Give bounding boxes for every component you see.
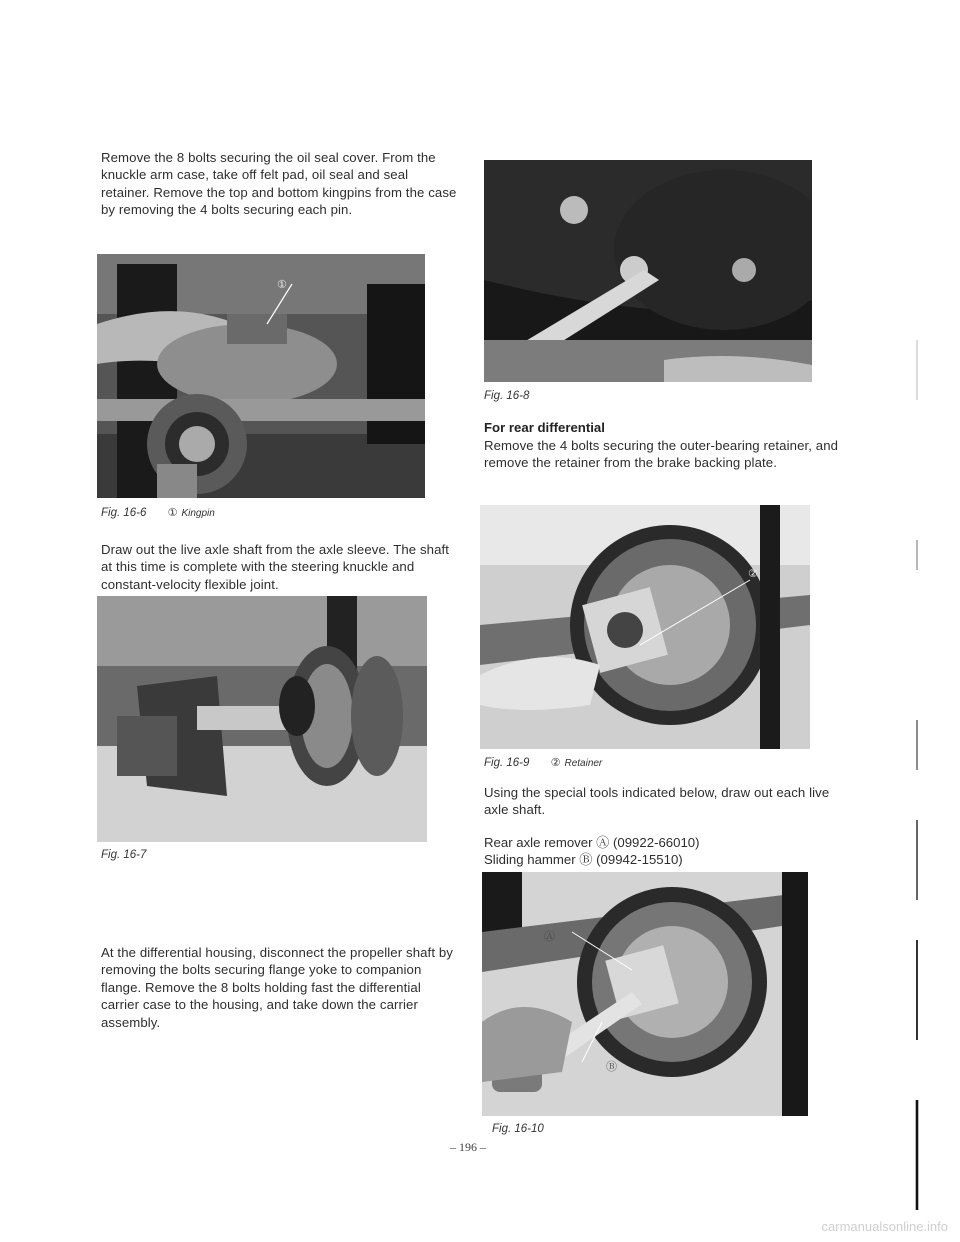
photo-marker-retainer: ② [748,568,758,580]
caption-fig-label: Fig. 16-7 [101,849,147,861]
caption-fig-16-9 [484,756,602,769]
section-heading-rear-differential: For rear differential [484,420,605,435]
caption-fig-label: Fig. 16-10 [492,1123,544,1135]
caption-fig-label: Fig. 16-6 [101,507,147,519]
photo-bolt-image [484,160,812,382]
page-number: – 196 – [450,1140,486,1154]
photo-marker-b: Ⓑ [606,1061,617,1073]
binding-edge-marks [914,340,920,1220]
photo-bolt-removal [484,160,812,382]
tool-sliding-hammer: Sliding hammer Ⓑ (09942-15510) [484,852,683,867]
paragraph-differential-housing: At the differential housing, disconnect the propeller shaft by removing the bolts securing flange yoke to companion flange. Remove the 8 bolts holding fast the differential carrier case to the housing, and take down the carrier assembly. [101,945,453,1030]
photo-kingpin-image [97,254,425,498]
photo-sliding-hammer [482,872,808,1116]
paragraph-draw-out-shaft: Draw out the live axle shaft from the axle sleeve. The shaft at this time is complete with the steering knuckle and constant-velocity flexible joint. [101,542,450,592]
paragraph-remove-retainer: Remove the 4 bolts securing the outer-bearing retainer, and remove the retainer from the brake backing plate. [484,438,839,471]
photo-marker-kingpin: ① [277,279,287,291]
photo-axle-image [97,596,427,842]
paragraph-special-tools: Using the special tools indicated below, draw out each live axle shaft. [484,785,830,818]
caption-fig-16-7 [101,849,146,861]
caption-fig-label: Fig. 16-9 [484,757,530,769]
photo-marker-a: Ⓐ [544,931,555,943]
caption-fig-16-10 [492,1123,544,1135]
paragraph-remove-kingpins: Remove the 8 bolts securing the oil seal cover. From the knuckle arm case, take off felt pad, oil seal and seal retainer. Remove the top and bottom kingpins from the case by removing the 4 bolts securing each pin. [101,150,457,218]
tool-rear-axle-remover: Rear axle remover Ⓐ (09922-66010) [484,835,700,850]
caption-fig-16-6 [101,506,215,519]
photo-kingpin-removal [97,254,425,498]
photo-retainer [480,505,810,749]
caption-legend: ② Retainer [550,757,603,769]
caption-legend: ① Kingpin [167,507,215,519]
caption-fig-label: Fig. 16-8 [484,390,530,402]
watermark: carmanualsonline.info [821,1219,948,1234]
photo-retainer-image [480,505,810,749]
photo-hammer-image [482,872,808,1116]
photo-axle-shaft [97,596,427,842]
caption-fig-16-8 [484,390,529,402]
